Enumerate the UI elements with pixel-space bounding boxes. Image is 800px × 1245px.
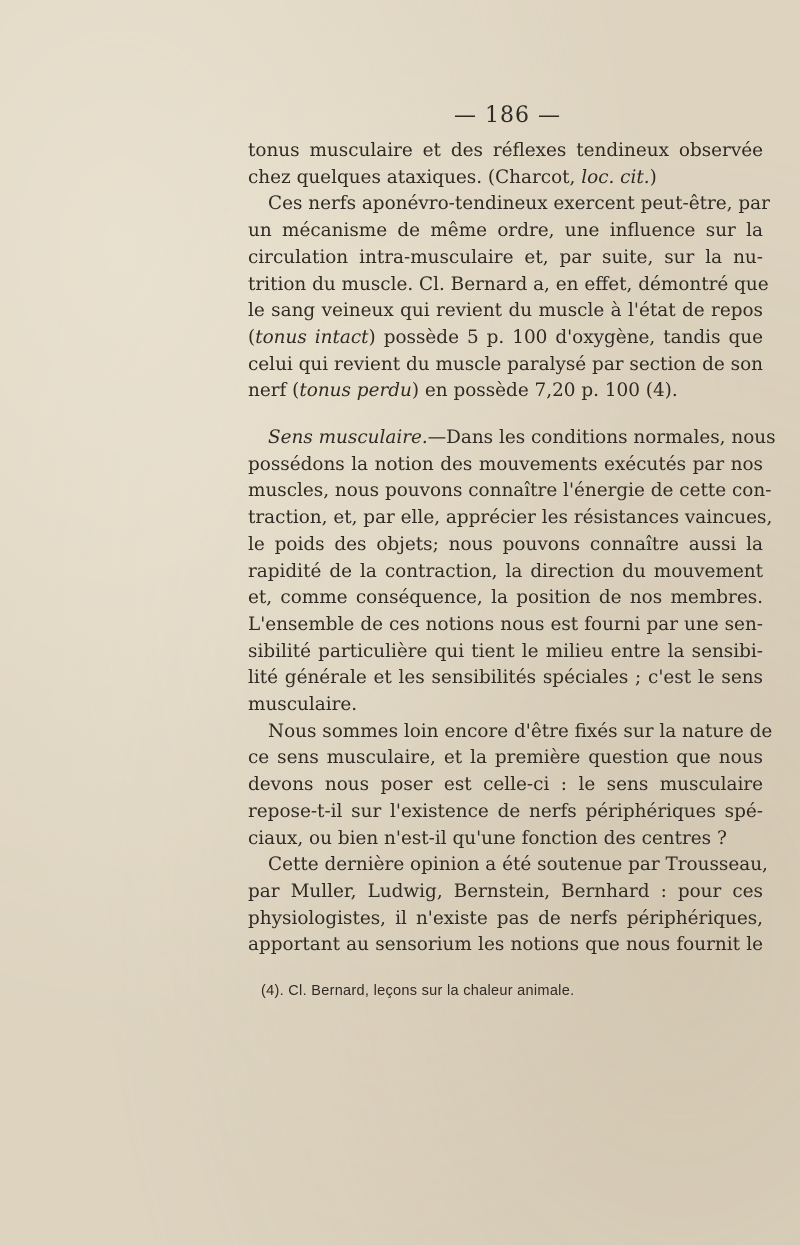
paragraph xyxy=(248,719,773,853)
text-line: et, comme conséquence, la position de nos membres. xyxy=(248,587,763,609)
text-line: nerf (tonus perdu) en possède 7,20 p. 100 (4). xyxy=(248,380,678,402)
text-line: Ces nerfs aponévro-tendineux exercent peut-être, par xyxy=(268,193,770,215)
text-line: Cette dernière opinion a été soutenue par Trousseau, xyxy=(268,854,768,876)
body-text xyxy=(248,138,776,959)
text-line: musculaire. xyxy=(248,694,358,716)
paragraph xyxy=(248,852,768,959)
text-line: rapidité de la contraction, la direction du mouvement xyxy=(248,560,763,582)
text-line: possédons la notion des mouvements exécutés par nos xyxy=(248,453,763,475)
text-line: (tonus intact) possède 5 p. 100 d'oxygène, tandis que xyxy=(248,326,763,348)
text-line: le sang veineux qui revient du muscle à l'état de repos xyxy=(248,300,763,322)
text-line: le poids des objets; nous pouvons connaître aussi la xyxy=(248,533,763,555)
text-line: chez quelques ataxiques. (Charcot, loc. cit.) xyxy=(248,166,657,188)
text-line: devons nous poser est celle-ci : le sens musculaire xyxy=(248,774,763,796)
text-line: sibilité particulière qui tient le milieu entre la sensibi- xyxy=(248,640,763,662)
text-line: muscles, nous pouvons connaître l'énergie de cette con- xyxy=(248,480,772,502)
paragraph xyxy=(248,425,776,719)
text-line: un mécanisme de même ordre, une influence sur la xyxy=(248,220,763,242)
text-line: tonus musculaire et des réflexes tendineux observée xyxy=(248,140,763,161)
text-line: celui qui revient du muscle paralysé par section de son xyxy=(248,353,763,375)
text-line: ce sens musculaire, et la première question que nous xyxy=(248,747,763,769)
text-line: traction, et, par elle, apprécier les résistances vaincues, xyxy=(248,507,773,529)
paragraph xyxy=(248,138,763,191)
text-line: apportant au sensorium les notions que nous fournit le xyxy=(248,934,763,956)
text-line: trition du muscle. Cl. Bernard a, en effet, démontré que xyxy=(248,273,769,295)
text-line: ciaux, ou bien n'est-il qu'une fonction des centres ? xyxy=(248,827,727,849)
footnote: (4). Cl. Bernard, leçons sur la chaleur animale. xyxy=(261,983,575,999)
text-line: Sens musculaire.—Dans les conditions normales, nous xyxy=(268,427,776,449)
page-number: — 186 — xyxy=(454,103,561,128)
text-line: physiologistes, il n'existe pas de nerfs périphériques, xyxy=(248,907,763,929)
paragraph xyxy=(248,191,770,405)
text-line: lité générale et les sensibilités spéciales ; c'est le sens xyxy=(248,667,763,689)
text-line: L'ensemble de ces notions nous est fourni par une sen- xyxy=(248,613,763,635)
text-line: repose-t-il sur l'existence de nerfs périphériques spé- xyxy=(248,800,763,822)
text-line: circulation intra-musculaire et, par suite, sur la nu- xyxy=(248,246,763,268)
text-line: par Muller, Ludwig, Bernstein, Bernhard : pour ces xyxy=(248,880,763,902)
text-line: Nous sommes loin encore d'être fixés sur la nature de xyxy=(268,720,773,742)
